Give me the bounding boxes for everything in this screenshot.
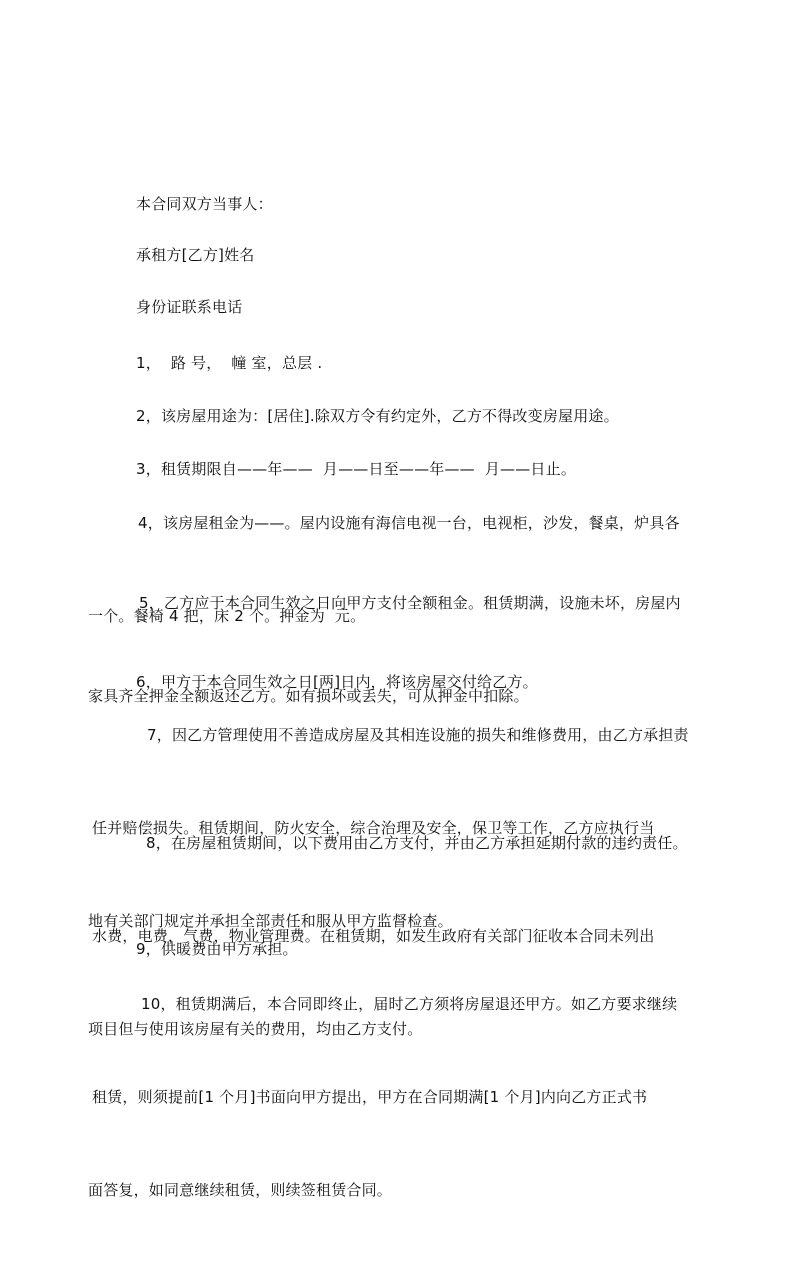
clause-8-line-3: 项目但与使用该房屋有关的费用，均由乙方支付。 xyxy=(88,1020,423,1038)
clause-7-line-1: 7，因乙方管理使用不善造成房屋及其相连设施的损失和维修费用，由乙方承担责 xyxy=(147,726,689,744)
clause-4-line-2: 一个。餐椅 4 把，床 2 个。押金为 元。 xyxy=(88,607,366,625)
parties-heading-text: 本合同双方当事人： xyxy=(136,195,273,213)
clause-9-text: 9，供暖费由甲方承担。 xyxy=(136,940,298,958)
clause-10 xyxy=(88,927,677,1268)
clause-4-line-1: 4，该房屋租金为——。屋内设施有海信电视一台，电视柜，沙发，餐桌，炉具各 xyxy=(138,514,680,532)
clause-6-text: 6，甲方于本合同生效之日[两]日内，将该房屋交付给乙方。 xyxy=(136,673,538,691)
clause-1-text: 1， 路 号， 幢 室，总层 . xyxy=(136,354,323,372)
clause-10-line-1: 10，租赁期满后，本合同即终止，届时乙方须将房屋退还甲方。如乙方要求继续 xyxy=(141,995,678,1013)
clause-7-line-2: 任并赔偿损失。租赁期间，防火安全，综合治理及安全，保卫等工作，乙方应执行当 xyxy=(92,819,655,837)
id-phone-text: 身份证联系电话 xyxy=(136,298,243,316)
clause-10-line-3: 面答复，如同意继续租赁，则续签租赁合同。 xyxy=(88,1181,393,1199)
clause-8-line-1: 8，在房屋租赁期间，以下费用由乙方支付，并由乙方承担延期付款的违约责任。 xyxy=(146,834,688,852)
clause-7-line-3: 地有关部门规定并承担全部责任和服从甲方监督检查。 xyxy=(88,912,453,930)
clause-8-line-2: 水费，电费，气费，物业管理费。在租赁期，如发生政府有关部门征收本合同未列出 xyxy=(92,927,655,945)
clause-3-text: 3，租赁期限自——年—— 月——日至——年—— 月——日止。 xyxy=(136,460,577,478)
clause-2-text: 2，该房屋用途为：[居住].除双方令有约定外，乙方不得改变房屋用途。 xyxy=(136,407,619,425)
tenant-name-text: 承租方[乙方]姓名 xyxy=(136,246,255,264)
clause-10-line-2: 租赁，则须提前[1 个月]书面向甲方提出，甲方在合同期满[1 个月]内向乙方正式书 xyxy=(92,1088,648,1106)
clause-5-line-2: 家具齐全押金全额返还乙方。如有损坏或丢失，可从押金中扣除。 xyxy=(88,687,529,705)
clause-5-line-1: 5，乙方应于本合同生效之日向甲方支付全额租金。租赁期满，设施未坏，房屋内 xyxy=(139,594,681,612)
